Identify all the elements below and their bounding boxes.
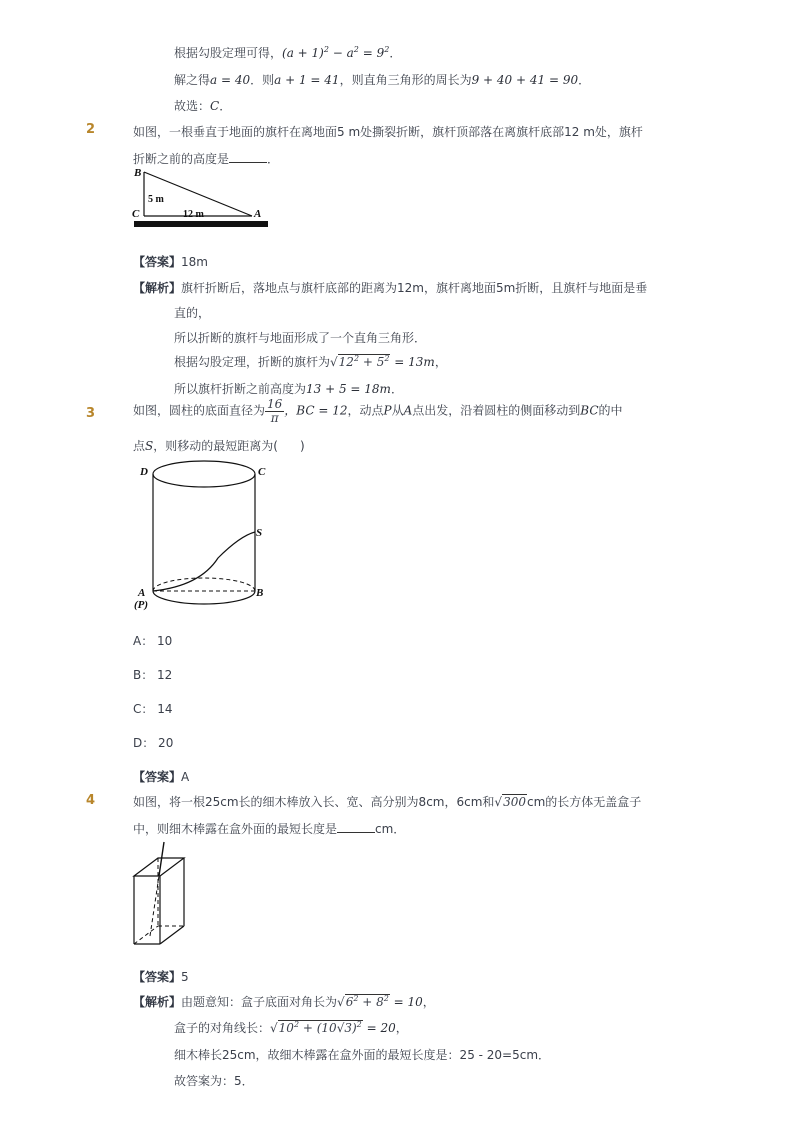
q2-text-line-2: 折断之前的高度是 ． (133, 152, 280, 166)
stick-inside (150, 876, 159, 936)
q2-analysis-line-5: 所以旗杆折断之前高度为13 + 5 = 18m． (174, 382, 403, 396)
q3-option-a[interactable]: A： 10 (133, 634, 173, 648)
q4-analysis-line-4: 故答案为：5． (174, 1074, 254, 1088)
question-number-3: 3 (86, 406, 96, 421)
q4-text-line-1: 如图，将一根25cm长的细木棒放入长、宽、高分别为8cm，6cm和√300cm的长方体无盖盒子 (133, 795, 642, 809)
q4-analysis-line-2: 盒子的对角线长：$√10^2 + (10√3)^2 = 20$， (174, 1020, 408, 1035)
answer-blank (229, 152, 267, 163)
bottom-front-arc (153, 591, 255, 604)
stick-outside (159, 842, 164, 876)
q4-text-line-2: 中，则细木棒露在盒外面的最短长度是 cm． (133, 822, 406, 836)
q3-option-d[interactable]: D： 20 (133, 736, 174, 750)
label-D: D (140, 466, 148, 478)
q2-analysis-line-1: 【解析】旗杆折断后，落地点与旗杆底部的距离为12m，旗杆离地面5m折断，且旗杆与地面是垂 (133, 281, 648, 295)
q2-text-line-1: 如图，一根垂直于地面的旗杆在离地面5 m处撕裂折断，旗杆顶部落在离旗杆底部12 m处，旗杆 (133, 125, 643, 139)
q3-text-line-2: 点S，则移动的最短距离为( ) (133, 439, 305, 453)
q3-answer: 【答案】A (133, 770, 190, 784)
prev-line-1: 根据勾股定理可得，$(a + 1)^2 - a^2 = 9^2$． (174, 45, 402, 60)
prev-line-2: 解之得a = 40．则a + 1 = 41，则直角三角形的周长为9 + 40 + 41 = 90． (174, 73, 591, 87)
q3-text-line-1: 如图，圆柱的底面直径为 $\frac{16}{\pi}$ ，BC = 12，动点P从A点出发，沿着圆柱的侧面移动到BC的中 (133, 397, 623, 425)
label-P: (P) (134, 599, 149, 611)
cylinder-figure (128, 458, 273, 614)
answer-blank (337, 822, 375, 833)
label-A: A (254, 208, 262, 220)
flagpole-triangle-figure (128, 164, 273, 232)
label-S: S (256, 527, 263, 539)
q2-answer: 【答案】18m (133, 255, 208, 269)
prev-line-3: 故选：C． (174, 99, 232, 113)
label-A: A (138, 587, 146, 599)
q4-answer: 【答案】5 (133, 970, 189, 984)
question-number-2: 2 (86, 122, 96, 137)
path-curve (153, 532, 255, 591)
q4-analysis-line-1: 【解析】由题意知：盒子底面对角长为$√6^2 + 8^2 = 10$， (133, 994, 435, 1009)
label-C: C (258, 466, 266, 478)
q4-analysis-line-3: 细木棒长25cm，故细木棒露在盒外面的最短长度是：25 - 20=5cm． (174, 1048, 551, 1062)
fraction-16-over-pi: $\frac{16}{\pi}$ (267, 397, 283, 425)
top-ellipse (153, 461, 255, 487)
q3-option-c[interactable]: C： 14 (133, 702, 173, 716)
label-12m: 12 m (183, 209, 204, 220)
label-B: B (256, 587, 264, 599)
q2-analysis-line-2: 直的， (174, 306, 211, 320)
q2-analysis-line-3: 所以折断的旗杆与地面形成了一个直角三角形． (174, 331, 427, 345)
question-number-4: 4 (86, 793, 96, 808)
q3-option-b[interactable]: B： 12 (133, 668, 173, 682)
label-B: B (134, 167, 142, 179)
label-C: C (132, 208, 140, 220)
ground-bar (134, 221, 268, 227)
label-5m: 5 m (148, 194, 164, 205)
q2-analysis-line-4: 根据勾股定理，折断的旗杆为$√12^2 + 5^2 = 13m$， (174, 354, 447, 369)
box-with-stick-figure (128, 838, 198, 950)
